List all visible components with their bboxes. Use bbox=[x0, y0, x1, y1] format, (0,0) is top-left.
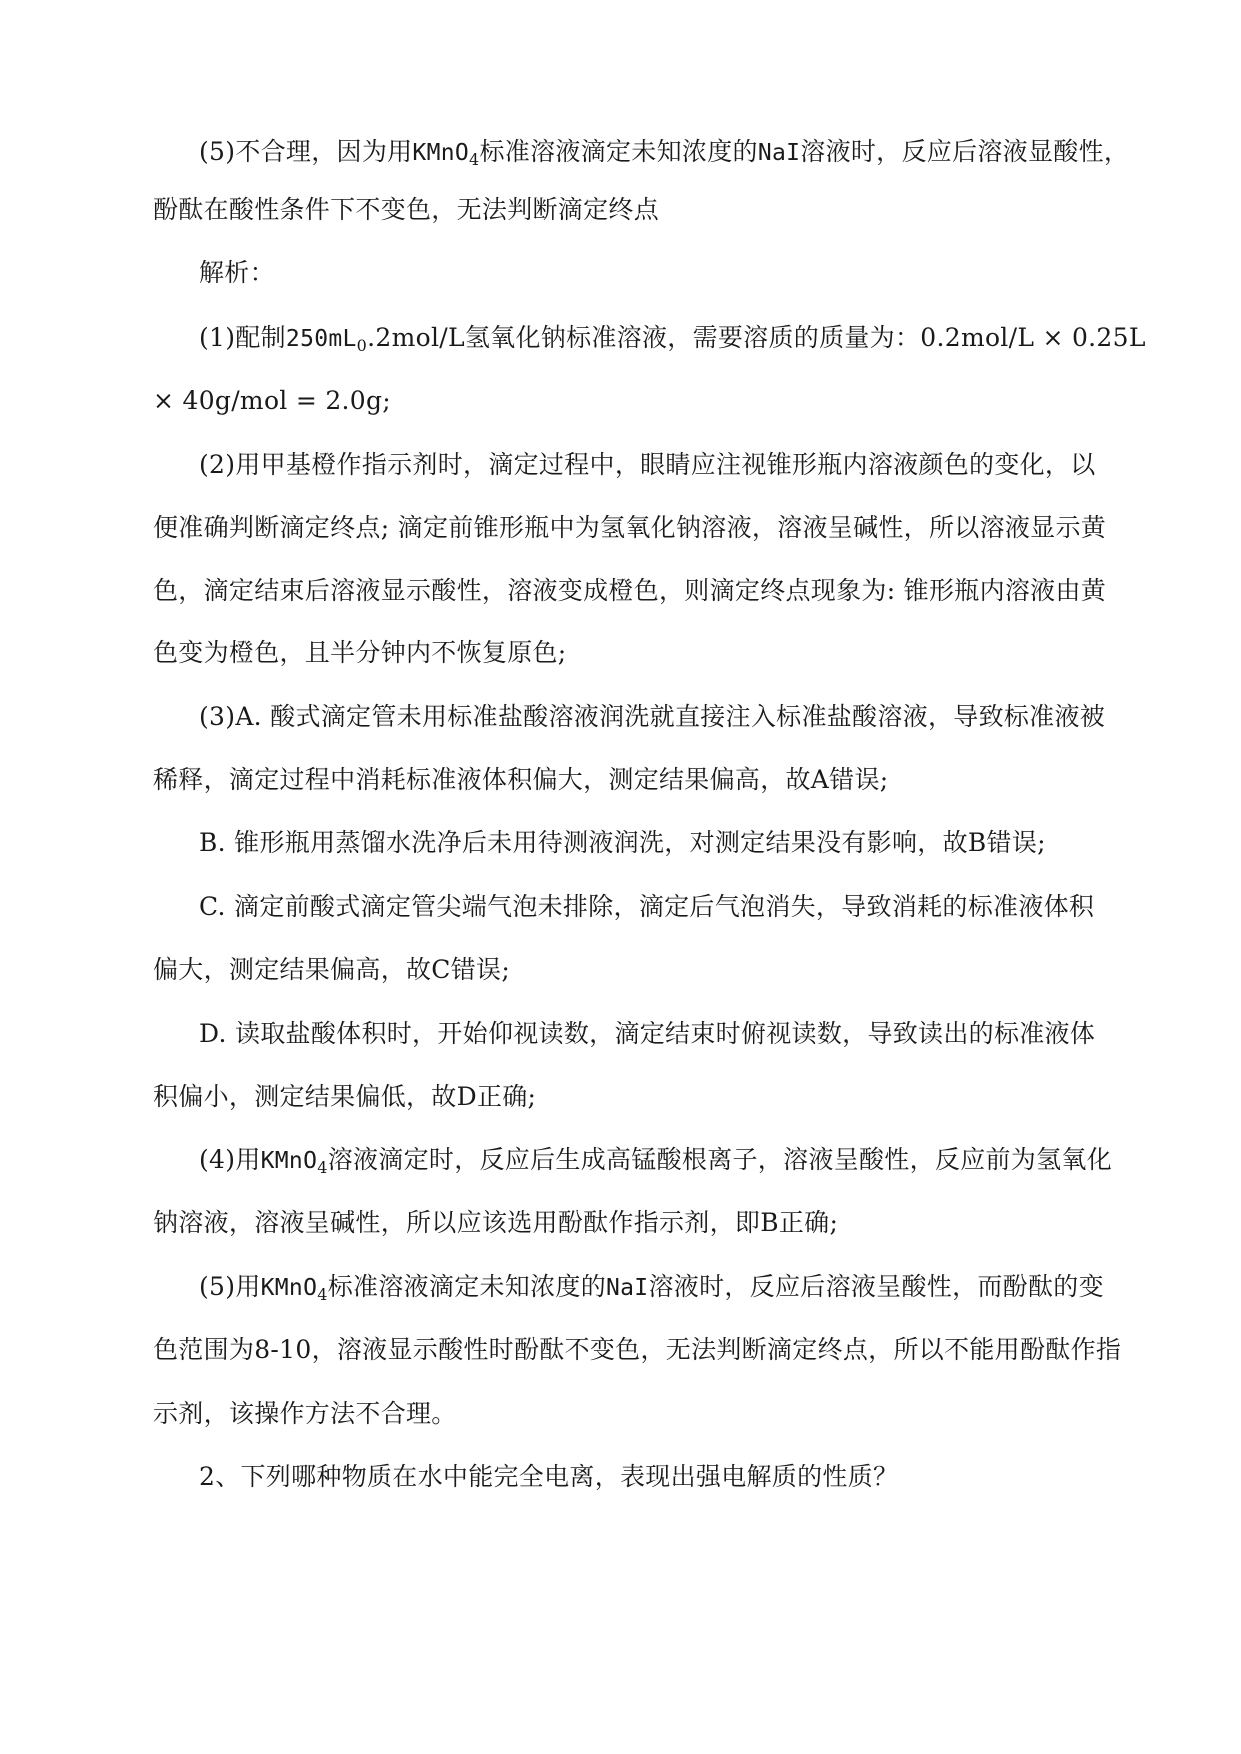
analysis-3a-line-1: (3)A. 酸式滴定管未用标准盐酸溶液润洗就直接注入标准盐酸溶液，导致标准液被 bbox=[199, 702, 1106, 731]
answer-5-line-2: 酚酞在酸性条件下不变色，无法判断滴定终点 bbox=[153, 195, 660, 224]
analysis-2-line-1: (2)用甲基橙作指示剂时，滴定过程中，眼睛应注视锥形瓶内溶液颜色的变化，以 bbox=[199, 450, 1096, 479]
analysis-3c-line-2: 偏大，测定结果偏高，故C错误; bbox=[153, 955, 511, 984]
analysis-3c-line-1: C. 滴定前酸式滴定管尖端气泡未排除，滴定后气泡消失，导致消耗的标准液体积 bbox=[199, 892, 1095, 921]
analysis-3d-line-2: 积偏小，测定结果偏低，故D正确; bbox=[153, 1082, 537, 1111]
analysis-1-line-2: × 40g/mol = 2.0g; bbox=[153, 386, 392, 415]
analysis-4-line-1: (4)用KMnO$_4$溶液滴定时，反应后生成高锰酸根离子，溶液呈酸性，反应前为氢氧化 bbox=[199, 1145, 1113, 1177]
analysis-5-line-3: 示剂，该操作方法不合理。 bbox=[153, 1399, 457, 1428]
analysis-5-line-2: 色范围为8-10，溶液显示酸性时酚酞不变色，无法判断滴定终点，所以不能用酚酞作指 bbox=[153, 1335, 1122, 1364]
analysis-2-line-3: 色，滴定结束后溶液显示酸性，溶液变成橙色，则滴定终点现象为: 锥形瓶内溶液由黄 bbox=[153, 576, 1107, 605]
analysis-4-line-2: 钠溶液，溶液呈碱性，所以应该选用酚酞作指示剂，即B正确; bbox=[153, 1208, 839, 1237]
answer-5-line-1: (5)不合理，因为用KMnO$_4$标准溶液滴定未知浓度的NaI溶液时，反应后溶液显酸性， bbox=[199, 137, 1130, 169]
analysis-3a-line-2: 稀释，滴定过程中消耗标准液体积偏大，测定结果偏高，故A错误; bbox=[153, 765, 889, 794]
analysis-2-line-2: 便准确判断滴定终点; 滴定前锥形瓶中为氢氧化钠溶液，溶液呈碱性，所以溶液显示黄 bbox=[153, 513, 1107, 542]
analysis-5-line-1: (5)用KMnO$_4$标准溶液滴定未知浓度的NaI溶液时，反应后溶液呈酸性，而酚酞的变 bbox=[199, 1272, 1104, 1304]
analysis-1-line-1: (1)配制$250mL_0.2mol/L$氢氧化钠标准溶液，需要溶质的质量为：0.2mol/L × 0.25L bbox=[199, 323, 1146, 355]
analysis-2-line-4: 色变为橙色，且半分钟内不恢复原色; bbox=[153, 638, 567, 667]
analysis-3d-line-1: D. 读取盐酸体积时，开始仰视读数，滴定结束时俯视读数，导致读出的标准液体 bbox=[199, 1019, 1096, 1048]
question-2: 2、下列哪种物质在水中能完全电离，表现出强电解质的性质？ bbox=[199, 1462, 899, 1491]
analysis-label: 解析： bbox=[199, 258, 275, 287]
analysis-3b-line-1: B. 锥形瓶用蒸馏水洗净后未用待测液润洗，对测定结果没有影响，故B错误; bbox=[199, 828, 1046, 857]
